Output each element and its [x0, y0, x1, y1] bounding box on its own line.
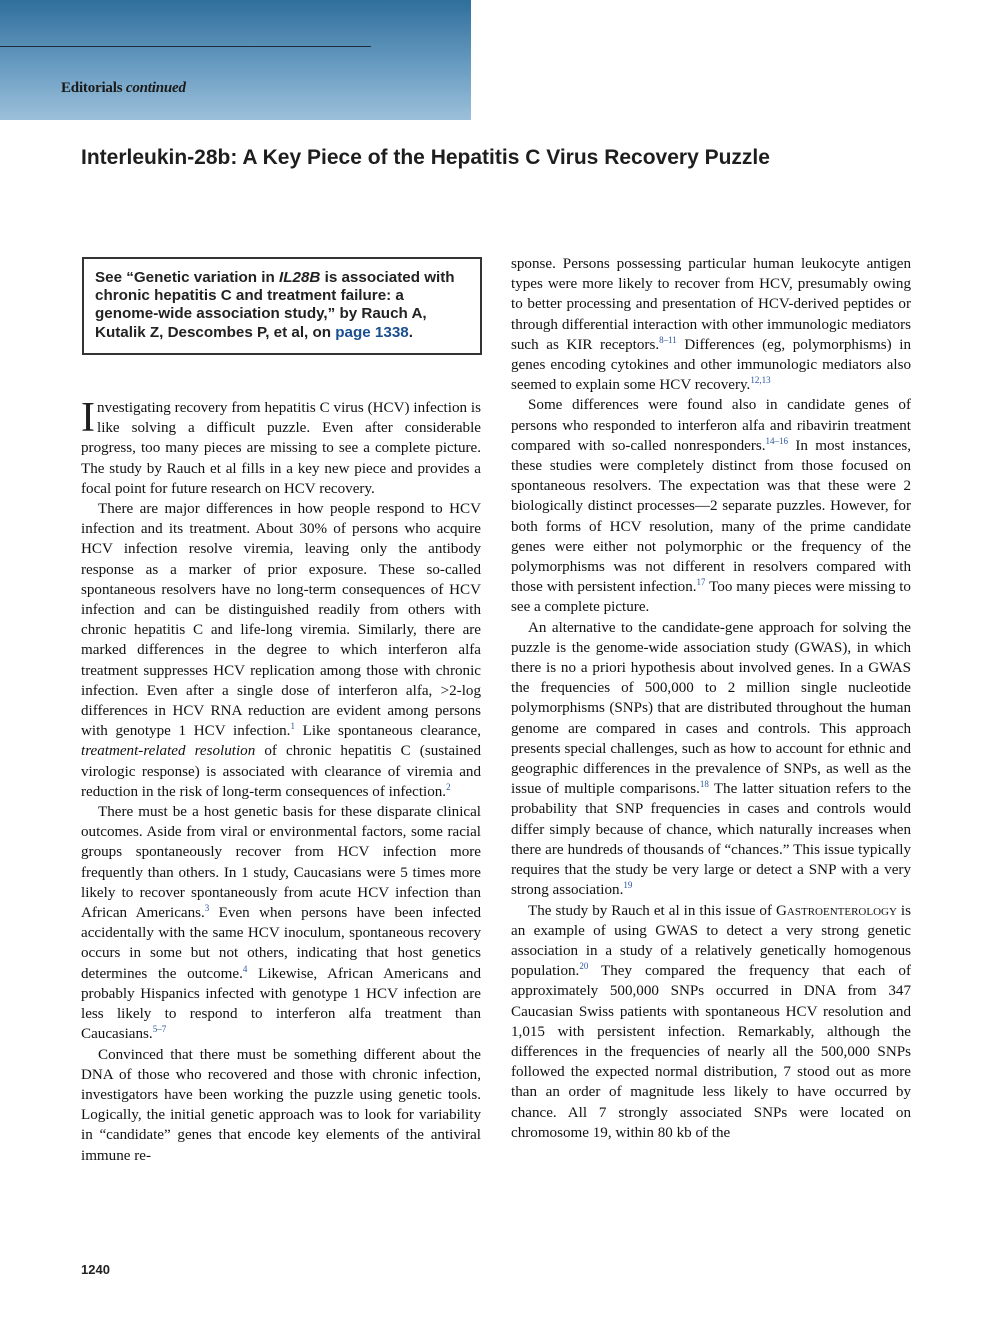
paragraph	[511, 901, 911, 1143]
page-number: 1240	[81, 1262, 110, 1277]
paragraph	[511, 395, 911, 617]
reference-link[interactable]: 8–11	[659, 334, 677, 345]
emphasis-text: treatment-related resolution	[81, 743, 256, 760]
reference-link[interactable]: 20	[579, 961, 589, 972]
drop-cap: I	[81, 395, 95, 441]
paragraph-text: Some differences were found also in candidate genes of persons who responded to interferon alfa and ribavirin treatment compared with so-called nonresponders.	[511, 397, 911, 454]
paragraph	[81, 499, 481, 802]
paragraph-text: There must be a host genetic basis for these disparate clinical outcomes. Aside from viral or environmental factors, some racial groups spontaneously recover from HCV infection more frequently than others. In 1 study, Caucasians were 5 times more likely to recover spontaneously from acute HCV infection than African Americans.	[81, 804, 481, 922]
see-box-gene: IL28B	[279, 269, 321, 286]
paragraph-text: An alternative to the candidate-gene approach for solving the puzzle is the genome-wide association study (GWAS), in which there is no a priori hypothesis about involved genes. In a GWAS the frequencies of 500,000 to 2 million single nucleotide polymorphisms (SNPs) that are distributed throughout the human genome are compared in cases and controls. This approach presents special challenges, such as how to account for ethnic and geographic differences in the prevalence of SNPs, as well as the issue of multiple comparisons.	[511, 619, 911, 798]
reference-link[interactable]: 4	[242, 963, 248, 974]
paragraph-text: In most instances, these studies were completely distinct from those focused on spontaneous resolvers. The expectation was that these were 2 biologically distinct processes—2 separate puzzles. However, for both forms of HCV resolution, many of the prime candidate genes were either not polymorphic or the frequency of the polymorphisms was not different in resolvers compared with those with persistent infection.	[511, 437, 911, 596]
paragraph-text: Convinced that there must be something different about the DNA of those who recovered and those with chronic infection, investigators have been working the puzzle using genetic tools. Logically, the initial genetic approach was to look for variability in “candidate” genes that encode key elements of the antiviral immune re-	[81, 1046, 481, 1164]
paragraph-text: There are major differences in how people respond to HCV infection and its treatment. About 30% of persons who acquire HCV infection resolve viremia, leaving only the antibody response as a marker of prior exposure. These so-called spontaneous resolvers have no long-term consequences of HCV infection and can be distinguished readily from others with chronic hepatitis C and life-long viremia. Similarly, there are marked differences in the degree to which interferon alfa treatment suppresses HCV replication among those with chronic infection. Even after a single dose of interferon alfa, >2-log differences in HCV RNA reduction are evident among persons with genotype 1 HCV infection.	[81, 501, 481, 740]
reference-link[interactable]: 5–7	[152, 1024, 167, 1035]
reference-link[interactable]: 18	[699, 779, 709, 790]
reference-link[interactable]: 3	[204, 903, 210, 914]
paragraph-text: Even when persons have been infected accidentally with the same HCV inoculum, spontaneous recovery occurs in some but not others, indicating that host genetics determines the outcome.	[81, 905, 481, 982]
reference-link[interactable]: 17	[696, 577, 706, 588]
reference-link[interactable]: 1	[290, 721, 295, 732]
paragraph-text: is an example of using GWAS to detect a very strong genetic association in a study of a relatively genetically homogenous population.	[511, 902, 911, 980]
paragraph	[81, 802, 481, 1044]
paragraph-text: sponse. Persons possessing particular human leukocyte antigen types were more likely to recover from HCV, presumably owing to better processing and presentation of HCV-derived peptides or through differential interaction with other immunologic mediators such as KIR receptors.	[511, 256, 911, 353]
paragraph-text: Like spontaneous clearance,	[294, 723, 481, 740]
paragraph	[511, 254, 911, 395]
paragraph	[511, 618, 911, 901]
header-rule	[0, 46, 371, 47]
reference-link[interactable]: 12,13	[750, 375, 771, 386]
paragraph-text: The study by Rauch et al in this issue of	[528, 902, 777, 919]
paragraph-text: The latter situation refers to the probability that SNP frequencies in cases and controls would differ simply because of chance, which naturally increases when there are hundreds of thousands of “chances.” This issue typically requires that the study be very large or detect a SNP with a very strong association.	[511, 781, 911, 899]
paragraph-text: Too many pieces were missing to see a complete picture.	[511, 579, 911, 616]
paragraph-text: Likewise, African Americans and probably Hispanics infected with genotype 1 HCV infection are less likely to respond to interferon alfa treatment than Caucasians.	[81, 965, 482, 1043]
section-label	[61, 80, 186, 97]
article-title: Interleukin-28b: A Key Piece of the Hepatitis C Virus Recovery Puzzle	[81, 146, 770, 169]
see-box-citation: is associated with chronic hepatitis C and treatment failure: a genome-wide association study,” by Rauch A, Kutalik Z, Descombes P, et al, on	[95, 269, 455, 341]
paragraph	[81, 1045, 481, 1166]
reference-link[interactable]: 19	[623, 880, 633, 891]
header-band	[0, 0, 471, 120]
see-box-prefix: See “Genetic variation in	[95, 269, 280, 286]
right-column	[511, 254, 911, 1143]
section-continued: continued	[125, 80, 186, 96]
reference-link[interactable]: 2	[446, 781, 451, 792]
section-name: Editorials	[61, 80, 123, 96]
paragraph-text: They compared the frequency that each of approximately 500,000 SNPs occurred in DNA from 347 Caucasian Swiss patients with spontaneous HCV resolution and 1,015 with persistent infection. Remarkably, although the differences in the frequencies of nearly all the 500,000 SNPs followed the expected normal distribution, 7 stood out as more than an order of magnitude less likely to have occurred by chance. All 7 strongly associated SNPs were located on chromosome 19, within 80 kb of the	[511, 963, 911, 1141]
paragraph-text: nvestigating recovery from hepatitis C virus (HCV) infection is like solving a difficult puzzle. Even after considerable progress, too many pieces are missing to see a complete picture. The study by Rauch et al fills in a key new piece and provides a focal point for future research on HCV recovery.	[81, 400, 481, 497]
paragraph-text: Differences (eg, polymorphisms) in genes encoding cytokines and other immunologic mediators also seemed to explain some HCV recovery.	[511, 336, 912, 394]
journal-name: Gastroenterology	[776, 902, 897, 919]
paragraph	[81, 395, 481, 499]
left-column	[81, 395, 482, 1166]
related-article-box	[82, 257, 482, 355]
reference-link[interactable]: 14–16	[765, 435, 789, 446]
see-box-end: .	[408, 323, 413, 341]
paragraph-text: of chronic hepatitis C (sustained virologic response) is associated with clearance of viremia and reduction in the risk of long-term consequences of infection.	[81, 743, 482, 800]
see-box-page-link[interactable]: page 1338	[335, 323, 409, 341]
